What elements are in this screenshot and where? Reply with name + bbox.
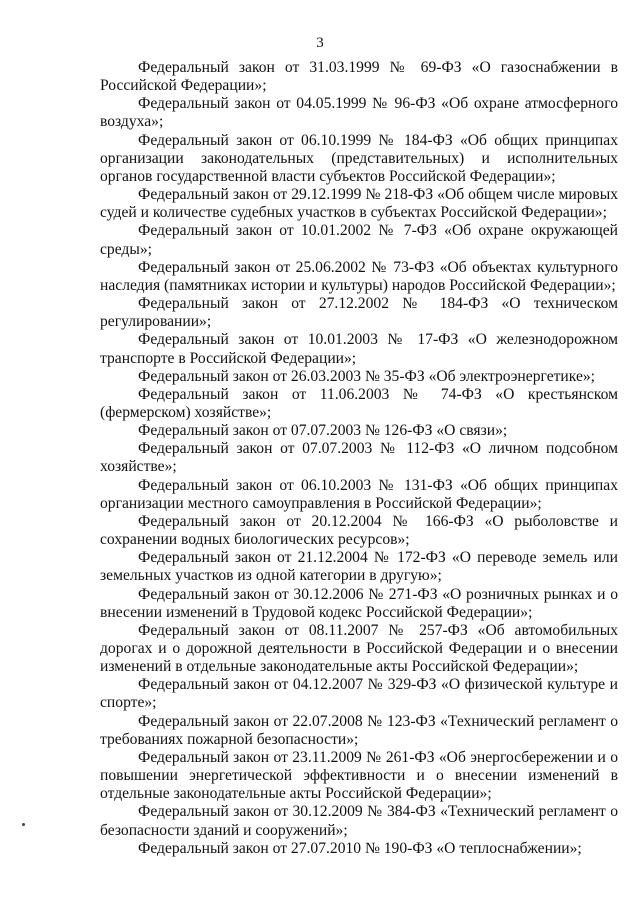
law-entry: Федеральный закон от 10.01.2002 № 7-ФЗ «Об охране окружающей среды»;	[100, 222, 618, 258]
law-entry: Федеральный закон от 06.10.1999 № 184-ФЗ «Об общих принципах организации законодательных (представительных) и исполнительных органов государственной власти субъектов Российской Федерации»;	[100, 131, 618, 185]
law-entry: Федеральный закон от 27.12.2002 № 184-ФЗ «О техническом регулировании»;	[100, 295, 618, 331]
law-entry: Федеральный закон от 20.12.2004 № 166-ФЗ «О рыболовстве и сохранении водных биологических ресурсов»;	[100, 512, 618, 549]
page-number: 3	[316, 35, 324, 51]
law-entry: Федеральный закон от 23.11.2009 № 261-ФЗ «Об энергосбережении и о повышении энергетической эффективности и о внесении изменений в отдельные законодательные акты Российской Федерации»;	[100, 748, 618, 803]
law-entry: Федеральный закон от 26.03.2003 № 35-ФЗ «Об электроэнергетике»;	[138, 367, 596, 385]
law-entry: Федеральный закон от 21.12.2004 № 172-ФЗ «О переводе земель или земельных участков из одной категории в другую»;	[100, 549, 618, 585]
law-entry: Федеральный закон от 31.03.1999 № 69-ФЗ «О газоснабжении в Российской Федерации»;	[100, 59, 618, 95]
law-entry: Федеральный закон от 04.05.1999 № 96-ФЗ «Об охране атмосферного воздуха»;	[100, 95, 618, 131]
law-entry: Федеральный закон от 10.01.2003 № 17-ФЗ «О железнодорожном транспорте в Российской Федерации»;	[100, 331, 618, 367]
law-entry: Федеральный закон от 22.07.2008 № 123-ФЗ «Технический регламент о требованиях пожарной безопасности»;	[100, 712, 618, 748]
law-entry: Федеральный закон от 07.07.2003 № 112-ФЗ «О личном подсобном хозяйстве»;	[100, 440, 618, 476]
law-entry: Федеральный закон от 06.10.2003 № 131-ФЗ «Об общих принципах организации местного самоуправления в Российской Федерации»;	[100, 476, 618, 512]
law-entry: Федеральный закон от 29.12.1999 № 218-ФЗ «Об общем числе мировых судей и количестве судебных участков в субъектах Российской Федерации»;	[100, 186, 618, 222]
federal-laws-list	[100, 59, 618, 858]
law-entry: Федеральный закон от 27.07.2010 № 190-ФЗ «О теплоснабжении»;	[138, 839, 582, 857]
law-entry: Федеральный закон от 30.12.2009 № 384-ФЗ «Технический регламент о безопасности зданий и сооружений»;	[100, 803, 618, 839]
law-entry: Федеральный закон от 04.12.2007 № 329-ФЗ «О физической культуре и спорте»;	[100, 676, 618, 712]
scan-dot-mark	[22, 823, 25, 826]
law-entry: Федеральный закон от 30.12.2006 № 271-ФЗ «О розничных рынках и о внесении изменений в Трудовой кодекс Российской Федерации»;	[100, 585, 618, 621]
law-entry: Федеральный закон от 08.11.2007 № 257-ФЗ «Об автомобильных дорогах и о дорожной деятельности в Российской Федерации и о внесении изменений в отдельные законодательные акты Российской Федерации»;	[100, 621, 618, 676]
law-entry: Федеральный закон от 11.06.2003 № 74-ФЗ «О крестьянском (фермерском) хозяйстве»;	[100, 385, 618, 421]
law-entry: Федеральный закон от 07.07.2003 № 126-ФЗ «О связи»;	[138, 422, 508, 440]
law-entry: Федеральный закон от 25.06.2002 № 73-ФЗ «Об объектах культурного наследия (памятниках истории и культуры) народов Российской Федерации»;	[100, 258, 618, 294]
